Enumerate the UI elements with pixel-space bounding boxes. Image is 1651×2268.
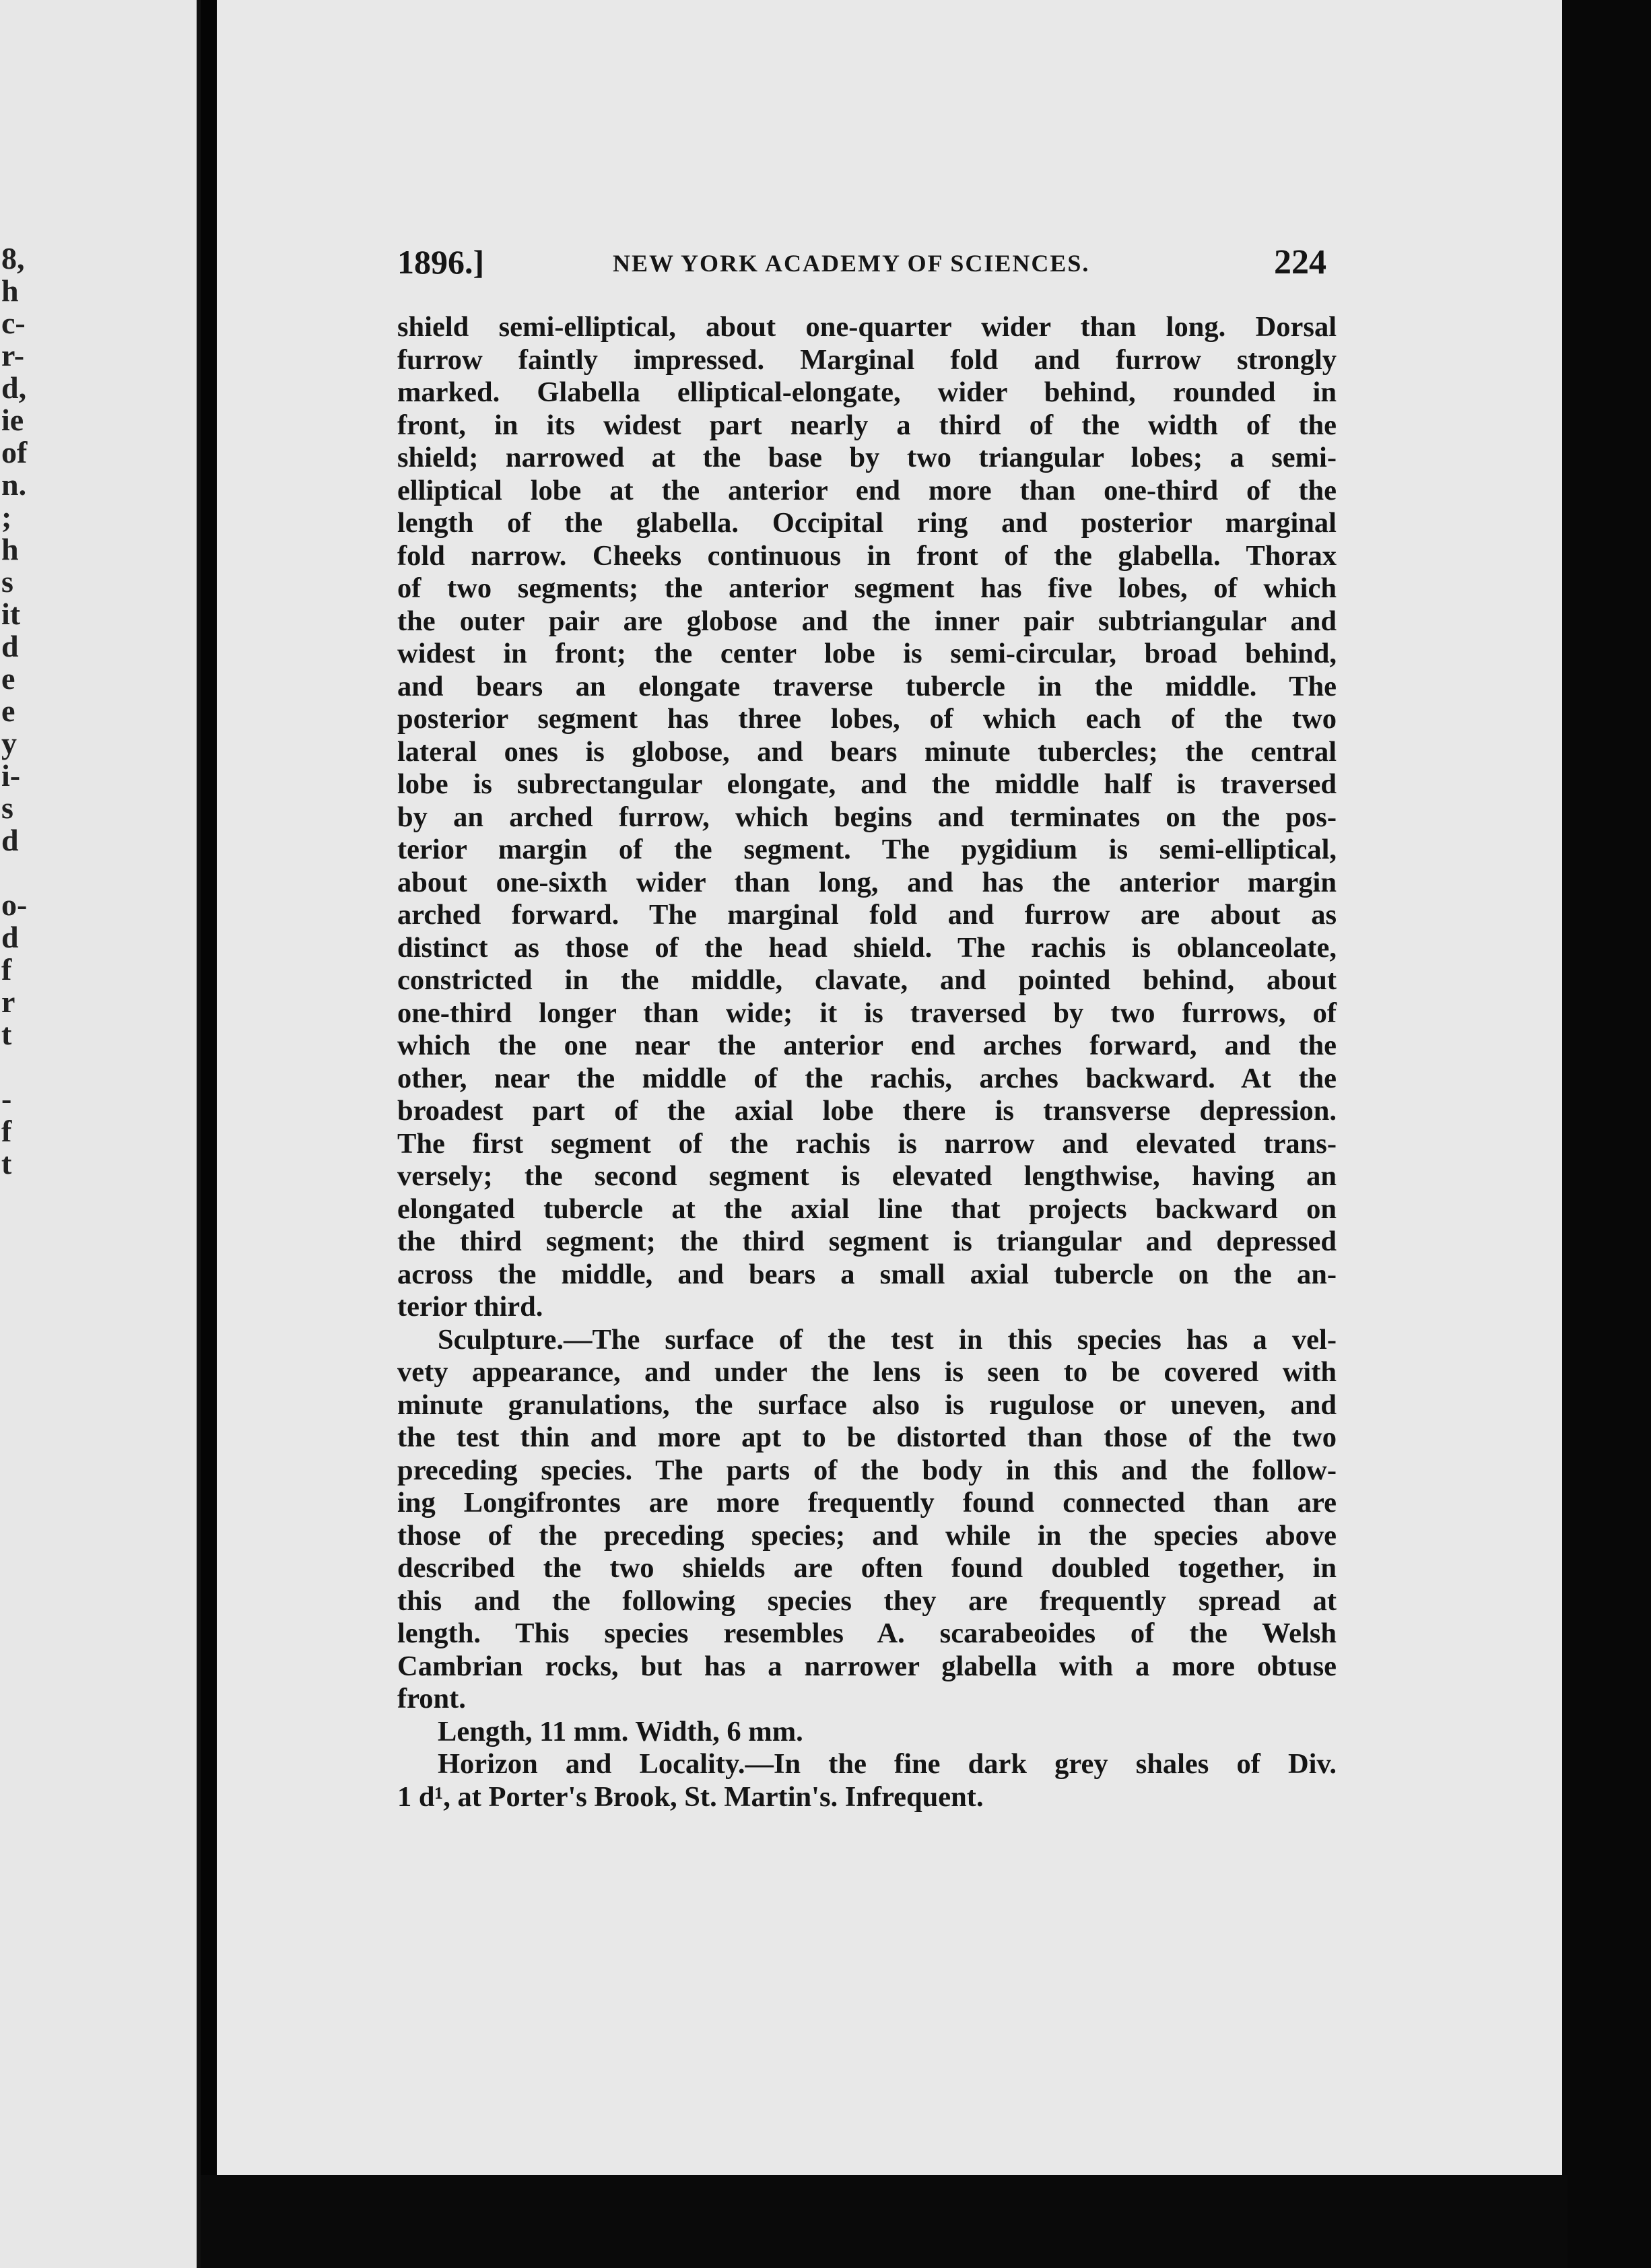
text-line: lobe is subrectangular elongate, and the middle half is traversed [397,768,1337,800]
text-line: Horizon and Locality.—In the fine dark grey shales of Div. [438,1748,1337,1780]
text-line: terior margin of the segment. The pygidium is semi-elliptical, [397,834,1337,865]
text-line: 1 d¹, at Porter's Brook, St. Martin's. Infrequent. [397,1780,984,1813]
text-line: described the two shields are often found doubled together, in [397,1552,1337,1584]
text-line: preceding species. The parts of the body in this and the follow- [397,1454,1337,1486]
previous-page-fragment: t [1,1017,12,1051]
text-line: shield; narrowed at the base by two triangular lobes; a semi- [397,442,1337,473]
running-header [397,242,1326,283]
text-line: minute granulations, the surface also is rugulose or uneven, and [397,1389,1337,1421]
text-line: Cambrian rocks, but has a narrower glabella with a more obtuse [397,1650,1337,1682]
book-gutter [201,0,217,2268]
text-line: those of the preceding species; and while in the species above [397,1519,1337,1552]
previous-page-fragment: c- [1,306,26,340]
previous-page-fragment: d [1,920,19,954]
text-line: The first segment of the rachis is narrow and elevated trans- [397,1127,1337,1160]
text-line: front, in its widest part nearly a third of the width of the [397,409,1337,441]
previous-page-fragment: n. [1,467,27,502]
text-line: the outer pair are globose and the inner pair subtriangular and [397,605,1337,637]
previous-page-fragment: r- [1,338,25,372]
text-line: marked. Glabella elliptical-elongate, wider behind, rounded in [397,376,1337,408]
previous-page-fragment: d [1,823,19,857]
page-number: 224 [1274,243,1326,281]
text-line: by an arched furrow, which begins and terminates on the pos- [397,801,1337,833]
previous-page-fragment: t [1,1146,12,1180]
text-line: the third segment; the third segment is triangular and depressed [397,1226,1337,1257]
text-line: length of the glabella. Occipital ring and posterior marginal [397,507,1337,539]
previous-page-fragment: o- [1,888,28,922]
text-line: other, near the middle of the rachis, arches backward. At the [397,1062,1337,1094]
previous-page-fragment: d, [1,370,27,405]
previous-page-text-fragments [1,242,31,1180]
text-line: constricted in the middle, clavate, and pointed behind, about [397,964,1337,996]
text-line: ing Longifrontes are more frequently found connected than are [397,1487,1337,1519]
text-line: front. [397,1683,466,1714]
previous-page-fragment: y [1,726,17,760]
text-line: shield semi-elliptical, about one-quarter wider than long. Dorsal [397,311,1337,343]
paragraph-description [397,311,1337,1324]
text-line: furrow faintly impressed. Marginal fold and furrow strongly [397,343,1337,376]
previous-page-fragment: s [1,564,13,599]
text-line: Length, 11 mm. Width, 6 mm. [438,1715,803,1747]
header-journal-title: NEW YORK ACADEMY OF SCIENCES. [613,250,1090,277]
previous-page-fragment: ie [1,403,24,437]
text-line: one-third longer than wide; it is traversed by two furrows, of [397,997,1337,1029]
previous-page-fragment: 8, [1,241,25,275]
text-line: arched forward. The marginal fold and furrow are about as [397,899,1337,931]
previous-page-fragment: d [1,629,19,663]
article-body [397,311,1337,1813]
text-line: about one-sixth wider than long, and has the anterior margin [397,866,1337,898]
previous-page-fragment: e [1,694,15,728]
previous-page-fragment: of [1,435,28,469]
text-line: terior third. [397,1291,543,1323]
text-line: distinct as those of the head shield. The rachis is oblanceolate, [397,931,1337,964]
text-line: across the middle, and bears a small axial tubercle on the an- [397,1258,1337,1290]
previous-page-fragment: f [1,1114,12,1148]
previous-page-fragment: r [1,985,15,1019]
paragraph-sculpture [397,1324,1337,1716]
scan-border-right [1562,0,1651,2268]
previous-page-fragment: it [1,597,21,631]
previous-page-fragment: s [1,791,13,825]
text-line: versely; the second segment is elevated lengthwise, having an [397,1160,1337,1192]
paragraph-locality [397,1748,1337,1813]
text-line: posterior segment has three lobes, of which each of the two [397,703,1337,735]
previous-page-fragment [1,1050,31,1083]
text-line: elongated tubercle at the axial line that projects backward on [397,1193,1337,1225]
text-line: broadest part of the axial lobe there is transverse depression. [397,1095,1337,1127]
previous-page-fragment: i- [1,758,21,793]
previous-page-fragment [1,857,31,889]
text-line: which the one near the anterior end arches forward, and the [397,1030,1337,1061]
previous-page-fragment: f [1,952,12,987]
previous-page-fragment: ; [1,500,12,534]
paragraph-measurements [397,1716,1337,1749]
text-line: widest in front; the center lobe is semi-circular, broad behind, [397,638,1337,669]
text-line: lateral ones is globose, and bears minute tubercles; the central [397,735,1337,768]
text-line: vety appearance, and under the lens is seen to be covered with [397,1356,1337,1388]
previous-page-fragment: h [1,532,19,566]
header-year: 1896.] [397,243,485,281]
scan-border-bottom [201,2175,1568,2268]
previous-page-margin [0,0,201,2268]
text-line: of two segments; the anterior segment has five lobes, of which [397,572,1337,604]
text-line: fold narrow. Cheeks continuous in front of the glabella. Thorax [397,539,1337,572]
previous-page-fragment: h [1,273,19,308]
text-line: Sculpture.—The surface of the test in this species has a vel- [438,1323,1337,1356]
previous-page-fragment: e [1,661,15,696]
text-line: this and the following species they are frequently spread at [397,1585,1337,1617]
text-line: the test thin and more apt to be distorted than those of the two [397,1422,1337,1453]
text-line: length. This species resembles A. scarabeoides of the Welsh [397,1617,1337,1649]
previous-page-fragment: - [1,1081,12,1116]
text-line: and bears an elongate traverse tubercle in the middle. The [397,670,1337,702]
text-line: elliptical lobe at the anterior end more than one-third of the [397,474,1337,506]
